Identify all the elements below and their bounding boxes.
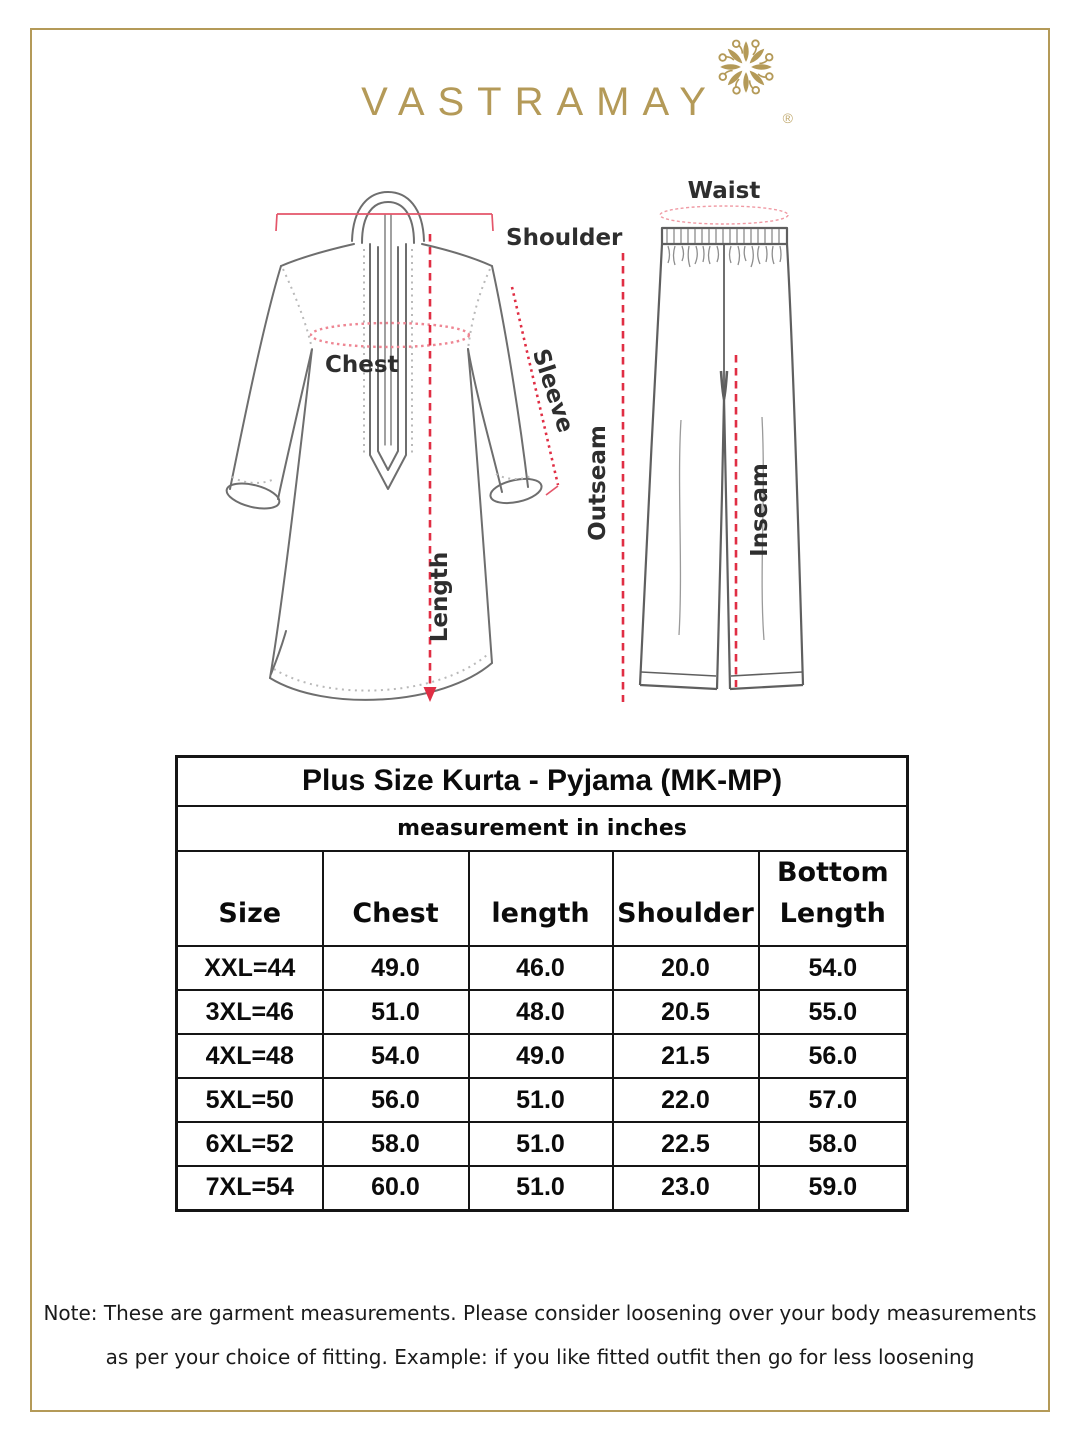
chest-measure-ellipse (311, 323, 469, 347)
table-row (177, 1034, 908, 1078)
length-cell: 49.0 (469, 1034, 613, 1078)
length-cell: 51.0 (469, 1166, 613, 1210)
chest-cell: 56.0 (323, 1078, 469, 1122)
bottom-length-cell: 57.0 (759, 1078, 908, 1122)
shoulder-cell: 20.5 (613, 990, 759, 1034)
measurement-note (40, 1291, 1040, 1379)
chest-label: Chest (325, 352, 399, 378)
chest-cell: 58.0 (323, 1122, 469, 1166)
waist-measure-ellipse (660, 206, 788, 224)
brand-logo-inner (361, 80, 793, 126)
column-header-length: length (469, 851, 613, 947)
column-header-chest: Chest (323, 851, 469, 947)
waistband-hatching (667, 229, 779, 243)
shoulder-cell: 21.5 (613, 1034, 759, 1078)
note-line-2: as per your choice of fitting. Example: if you like fitted outfit then go for less loosening (105, 1345, 975, 1369)
table-subtitle: measurement in inches (177, 806, 908, 851)
table-subtitle-row (177, 806, 908, 851)
column-header-bottom-length: Bottom Length (759, 851, 908, 947)
size-cell: 6XL=52 (177, 1122, 323, 1166)
shoulder-cell: 20.0 (613, 946, 759, 990)
column-header-size: Size (177, 851, 323, 947)
table-header-row (177, 851, 908, 947)
size-cell: 7XL=54 (177, 1166, 323, 1210)
bottom-length-cell: 54.0 (759, 946, 908, 990)
shoulder-label: Shoulder (506, 225, 623, 251)
bottom-length-cell: 56.0 (759, 1034, 908, 1078)
size-cell: 5XL=50 (177, 1078, 323, 1122)
table-row (177, 1122, 908, 1166)
length-cell: 51.0 (469, 1078, 613, 1122)
waist-label: Waist (687, 178, 761, 204)
size-cell: 4XL=48 (177, 1034, 323, 1078)
chest-cell: 49.0 (323, 946, 469, 990)
bottom-length-cell: 59.0 (759, 1166, 908, 1210)
note-line-1: Note: These are garment measurements. Please consider loosening over your body measurements (43, 1301, 1037, 1325)
shoulder-cell: 22.5 (613, 1122, 759, 1166)
size-cell: XXL=44 (177, 946, 323, 990)
brand-emblem-icon (713, 34, 779, 100)
brand-logo (0, 80, 1080, 125)
table-row (177, 1166, 908, 1210)
brand-name: VASTRAMAY (361, 80, 719, 124)
sleeve-label: Sleeve (526, 345, 579, 436)
length-cell: 51.0 (469, 1122, 613, 1166)
length-cell: 48.0 (469, 990, 613, 1034)
table-title: Plus Size Kurta - Pyjama (MK-MP) (177, 757, 908, 806)
shoulder-cell: 22.0 (613, 1078, 759, 1122)
size-chart-table (175, 755, 909, 1212)
chest-cell: 54.0 (323, 1034, 469, 1078)
table-row (177, 1078, 908, 1122)
length-arrowhead (424, 687, 437, 702)
size-cell: 3XL=46 (177, 990, 323, 1034)
table-row (177, 990, 908, 1034)
chest-cell: 51.0 (323, 990, 469, 1034)
pyjama-drawing (640, 228, 803, 689)
table-row (177, 946, 908, 990)
kurta-drawing (224, 192, 544, 700)
shoulder-cell: 23.0 (613, 1166, 759, 1210)
length-label: Length (427, 551, 453, 643)
bottom-length-cell: 58.0 (759, 1122, 908, 1166)
table-title-row (177, 757, 908, 806)
length-cell: 46.0 (469, 946, 613, 990)
outseam-label: Outseam (585, 425, 611, 541)
sleeve-measure-tick (546, 486, 558, 495)
registered-trademark: ® (782, 110, 793, 126)
column-header-shoulder: Shoulder (613, 851, 759, 947)
measurement-diagram (150, 165, 930, 750)
bottom-length-cell: 55.0 (759, 990, 908, 1034)
inseam-label: Inseam (747, 463, 773, 557)
chest-cell: 60.0 (323, 1166, 469, 1210)
